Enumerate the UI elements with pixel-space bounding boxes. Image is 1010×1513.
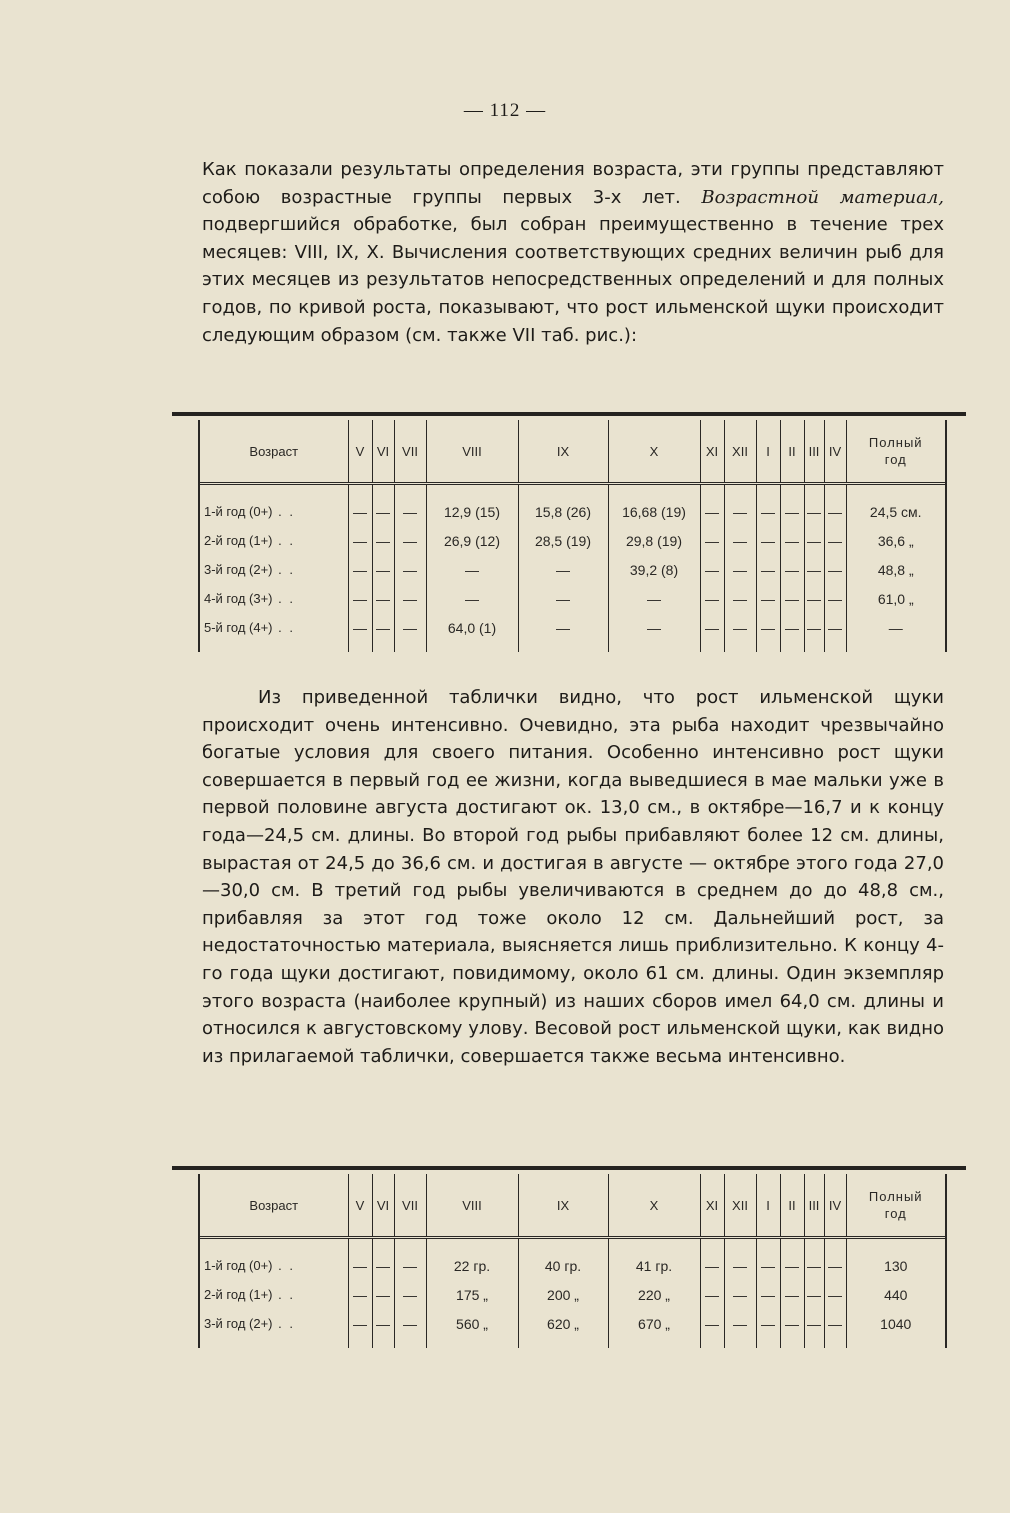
table-cell: — [700, 1309, 724, 1338]
table-cell: 39,2 (8) [608, 555, 700, 584]
table-cell: — [348, 1309, 372, 1338]
month-header-xi: XI [700, 420, 724, 484]
table-tail-spacer [200, 642, 945, 652]
total-year-label-line2: год [884, 452, 907, 467]
length-table-top-rule [172, 412, 966, 416]
table-cell: — [824, 1280, 846, 1309]
table-cell: — [780, 613, 804, 642]
row-age-label [200, 1280, 348, 1309]
spacer-cell [426, 642, 518, 652]
table-cell: — [780, 1309, 804, 1338]
table-cell: — [700, 613, 724, 642]
spacer-cell [372, 642, 394, 652]
table-cell: — [700, 584, 724, 613]
table-cell: — [756, 584, 780, 613]
table-cell: — [394, 1309, 426, 1338]
weight-table [200, 1174, 945, 1348]
table-cell: — [780, 555, 804, 584]
table-cell: — [394, 484, 426, 527]
table-cell: — [780, 1280, 804, 1309]
leader-dots: . . [272, 591, 295, 606]
age-header: Возраст [200, 1174, 348, 1238]
total-year-label-line1: Полный [868, 435, 923, 450]
weight-table-header-row [200, 1174, 945, 1238]
spacer-cell [756, 1338, 780, 1348]
table-cell: 12,9 (15) [426, 484, 518, 527]
month-header-ii: II [780, 1174, 804, 1238]
spacer-cell [780, 642, 804, 652]
table-cell: — [824, 584, 846, 613]
spacer-cell [348, 1338, 372, 1348]
spacer-cell [846, 642, 945, 652]
table-cell: — [804, 584, 824, 613]
row-total-value: 36,6 „ [877, 532, 914, 549]
table-cell: — [780, 526, 804, 555]
table-tail-spacer [200, 1338, 945, 1348]
table-cell: — [756, 484, 780, 527]
table-row [200, 1238, 945, 1281]
table-cell: — [756, 526, 780, 555]
table-cell: — [724, 1280, 756, 1309]
length-table-body [200, 484, 945, 653]
table-cell: — [348, 613, 372, 642]
row-age-label [200, 526, 348, 555]
spacer-cell [394, 642, 426, 652]
table-cell: — [700, 555, 724, 584]
leader-dots: . . [272, 562, 295, 577]
table-cell: — [756, 613, 780, 642]
table-cell: — [394, 1238, 426, 1281]
table-cell: — [724, 1309, 756, 1338]
table-cell: 41 гр. [608, 1238, 700, 1281]
table-cell: — [348, 555, 372, 584]
table-cell: — [394, 526, 426, 555]
table-cell: 200 „ [518, 1280, 608, 1309]
month-header-viii: VIII [426, 420, 518, 484]
month-header-iv: IV [824, 1174, 846, 1238]
table-cell: 620 „ [518, 1309, 608, 1338]
table-cell: — [804, 484, 824, 527]
spacer-cell [700, 1338, 724, 1348]
table-cell: — [372, 613, 394, 642]
table-cell: — [518, 584, 608, 613]
table-cell: — [518, 613, 608, 642]
table-cell: — [372, 1280, 394, 1309]
spacer-cell [394, 1338, 426, 1348]
table-row [200, 1280, 945, 1309]
row-age-label [200, 613, 348, 642]
total-year-header [846, 1174, 945, 1238]
table-cell: — [394, 584, 426, 613]
length-table [200, 420, 945, 652]
table-cell: — [372, 484, 394, 527]
table-cell: — [756, 1280, 780, 1309]
table-row [200, 613, 945, 642]
row-age-text: 3-й год (2+) [204, 562, 273, 577]
leader-dots: . . [272, 1287, 295, 1302]
month-header-iii: III [804, 420, 824, 484]
row-age-text: 2-й год (1+) [204, 1287, 273, 1302]
leader-dots: . . [272, 504, 295, 519]
spacer-cell [756, 642, 780, 652]
spacer-cell [804, 1338, 824, 1348]
spacer-cell [804, 642, 824, 652]
age-header: Возраст [200, 420, 348, 484]
spacer-cell [608, 642, 700, 652]
para1-text-end: подвергшийся обработке, был собран преимущественно в течение трех месяцев: VIII, IX, X. Вычисления соответствующих средних величин рыб для этих месяцев из результатов непосредственных определений и для полных годов, по кривой роста, показывают, что рост ильменской щуки происходит следующим образом (см. также VII таб. рис.): [202, 214, 944, 346]
table-cell: — [518, 555, 608, 584]
table-row [200, 484, 945, 527]
table-cell: — [348, 1280, 372, 1309]
row-total-value: 1040 [880, 1315, 912, 1332]
table-cell: — [372, 526, 394, 555]
table-cell: — [824, 484, 846, 527]
leader-dots: . . [272, 533, 295, 548]
weight-table-body [200, 1238, 945, 1349]
month-header-xi: XI [700, 1174, 724, 1238]
leader-dots: . . [272, 620, 295, 635]
row-age-text: 4-й год (3+) [204, 591, 273, 606]
row-age-text: 2-й год (1+) [204, 533, 273, 548]
table-cell: — [608, 584, 700, 613]
table-cell: — [756, 555, 780, 584]
table-cell: 175 „ [426, 1280, 518, 1309]
table-cell: — [394, 1280, 426, 1309]
table-cell: — [724, 555, 756, 584]
month-header-iii: III [804, 1174, 824, 1238]
table-cell: — [756, 1309, 780, 1338]
table-cell: — [394, 613, 426, 642]
month-header-ix: IX [518, 420, 608, 484]
leader-dots: . . [272, 1316, 295, 1331]
length-table-header-row [200, 420, 945, 484]
row-age-text: 1-й год (0+) [204, 1258, 273, 1273]
table-cell: — [724, 484, 756, 527]
month-header-ix: IX [518, 1174, 608, 1238]
table-cell: 560 „ [426, 1309, 518, 1338]
leader-dots: . . [272, 1258, 295, 1273]
table-cell: — [348, 484, 372, 527]
month-header-v: V [348, 420, 372, 484]
month-header-ii: II [780, 420, 804, 484]
table-cell: — [700, 484, 724, 527]
row-total-value: 24,5 см. [869, 503, 922, 520]
table-cell: — [804, 1309, 824, 1338]
total-year-label-line2: год [884, 1206, 907, 1221]
table-cell: 670 „ [608, 1309, 700, 1338]
table-cell: 64,0 (1) [426, 613, 518, 642]
table-cell: — [426, 584, 518, 613]
table-cell: — [372, 555, 394, 584]
page-number: — 112 — [463, 100, 547, 121]
table-cell: — [700, 526, 724, 555]
table-cell: — [804, 1238, 824, 1281]
row-total-value: 440 [884, 1286, 908, 1303]
table-cell: — [780, 584, 804, 613]
table-cell: — [780, 1238, 804, 1281]
total-year-label-line1: Полный [868, 1189, 923, 1204]
spacer-cell [518, 1338, 608, 1348]
month-header-vii: VII [394, 420, 426, 484]
table-row [200, 555, 945, 584]
row-age-text: 5-й год (4+) [204, 620, 273, 635]
month-header-v: V [348, 1174, 372, 1238]
table-cell: — [700, 1238, 724, 1281]
spacer-cell [426, 1338, 518, 1348]
table-cell: — [724, 584, 756, 613]
length-table-frame [198, 420, 947, 652]
table-cell: 220 „ [608, 1280, 700, 1309]
spacer-cell [846, 1338, 945, 1348]
table-cell: 26,9 (12) [426, 526, 518, 555]
spacer-cell [608, 1338, 700, 1348]
row-age-text: 3-й год (2+) [204, 1316, 273, 1331]
table-cell: 28,5 (19) [518, 526, 608, 555]
month-header-x: X [608, 420, 700, 484]
month-header-xii: XII [724, 420, 756, 484]
table-cell: — [804, 526, 824, 555]
row-total-value: 48,8 „ [877, 561, 914, 578]
total-year-header [846, 420, 945, 484]
table-cell: — [348, 584, 372, 613]
table-cell: — [724, 613, 756, 642]
month-header-viii: VIII [426, 1174, 518, 1238]
paragraph-analysis: Из приведенной таблички видно, что рост ильменской щуки происходит очень интенсивно. Очевидно, эта рыба находит чрезвычайно богатые условия для своего питания. Особенно интенсивно рост щуки совершается в первый год ее жизни, когда выведшиеся в мае мальки уже в первой половине августа достигают ок. 13,0 см., в октябре—16,7 и к концу года—24,5 см. длины. Во второй год рыбы прибавляют более 12 см. длины, вырастая от 24,5 до 36,6 см. и достигая в августе — октябре этого года 27,0—30,0 см. В третий год рыбы увеличиваются в среднем до до 48,8 см., прибавляя за этот год тоже около 12 см. Дальнейший рост, за недостаточностью материала, выясняется лишь приблизительно. К концу 4-го года щуки достигают, повидимому, около 61 см. длины. Один экземпляр этого возраста (наиболее крупный) из наших сборов имел 64,0 см. длины и относился к августовскому улову. Весовой рост ильменской щуки, как видно из прилагаемой таблички, совершается также весьма интенсивно. [202, 687, 944, 1067]
table-cell: — [824, 1309, 846, 1338]
spacer-cell [200, 642, 348, 652]
table-cell: — [804, 555, 824, 584]
table-cell: — [724, 1238, 756, 1281]
spacer-cell [780, 1338, 804, 1348]
spacer-cell [824, 642, 846, 652]
table-cell: 15,8 (26) [518, 484, 608, 527]
month-header-iv: IV [824, 420, 846, 484]
para1-text-start: Как показали результаты определения возраста, эти группы представляют собою возрастные группы первых 3-х лет. [202, 159, 944, 208]
weight-table-top-rule [172, 1166, 966, 1170]
spacer-cell [824, 1338, 846, 1348]
table-row [200, 1309, 945, 1338]
table-cell: — [824, 555, 846, 584]
month-header-x: X [608, 1174, 700, 1238]
table-cell: — [724, 526, 756, 555]
row-age-text: 1-й год (0+) [204, 504, 273, 519]
row-total-value: 130 [884, 1257, 908, 1274]
spacer-cell [724, 642, 756, 652]
table-cell: — [824, 526, 846, 555]
row-age-label [200, 484, 348, 527]
table-cell: 16,68 (19) [608, 484, 700, 527]
row-total-value: 61,0 „ [877, 590, 914, 607]
spacer-cell [700, 642, 724, 652]
table-row [200, 584, 945, 613]
paragraph-intro [202, 156, 944, 349]
table-cell: — [372, 584, 394, 613]
row-age-label [200, 1238, 348, 1281]
table-cell: — [426, 555, 518, 584]
table-cell: 29,8 (19) [608, 526, 700, 555]
table-cell: — [804, 1280, 824, 1309]
table-cell: 40 гр. [518, 1238, 608, 1281]
table-cell: — [824, 1238, 846, 1281]
table-cell: — [780, 484, 804, 527]
month-header-vi: VI [372, 420, 394, 484]
spacer-cell [348, 642, 372, 652]
month-header-vi: VI [372, 1174, 394, 1238]
table-cell: — [824, 613, 846, 642]
row-age-label [200, 1309, 348, 1338]
table-cell: 22 гр. [426, 1238, 518, 1281]
month-header-xii: XII [724, 1174, 756, 1238]
month-header-i: I [756, 420, 780, 484]
table-cell: — [372, 1309, 394, 1338]
table-cell: — [394, 555, 426, 584]
spacer-cell [518, 642, 608, 652]
table-cell: — [348, 1238, 372, 1281]
table-cell: — [608, 613, 700, 642]
table-cell: — [348, 526, 372, 555]
table-cell: — [804, 613, 824, 642]
para1-italic-term: Возрастной материал, [701, 186, 944, 208]
weight-table-frame [198, 1174, 947, 1348]
spacer-cell [200, 1338, 348, 1348]
row-age-label [200, 584, 348, 613]
table-cell: — [700, 1280, 724, 1309]
spacer-cell [372, 1338, 394, 1348]
month-header-vii: VII [394, 1174, 426, 1238]
table-row [200, 526, 945, 555]
month-header-i: I [756, 1174, 780, 1238]
table-cell: — [372, 1238, 394, 1281]
row-age-label [200, 555, 348, 584]
row-total-value: — [888, 619, 903, 636]
spacer-cell [724, 1338, 756, 1348]
table-cell: — [756, 1238, 780, 1281]
